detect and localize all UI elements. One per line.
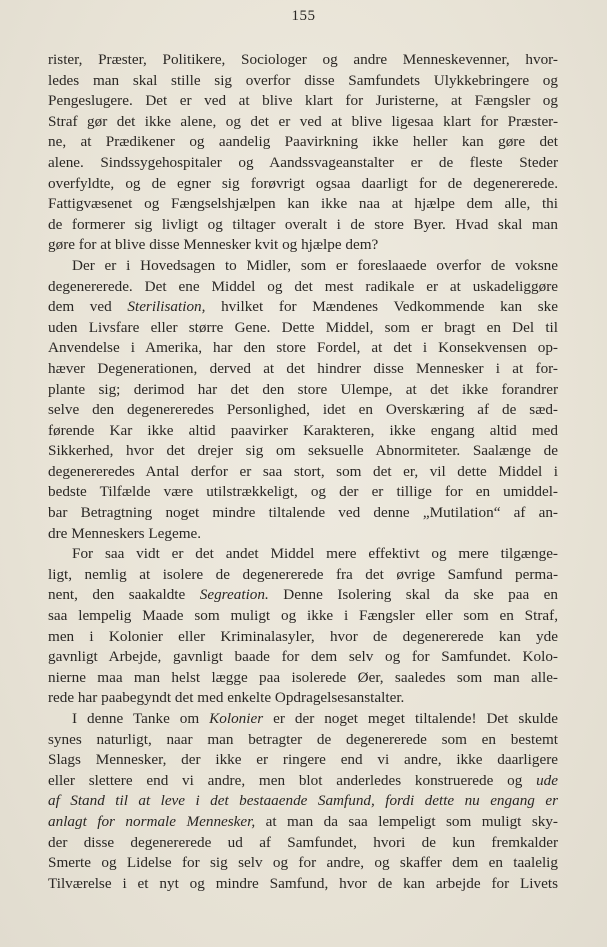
text-line: nierne maa man helst lægge paa isolerede Øer, saaledes som man alle- [48,668,558,686]
text-line: ligt, nemlig at isolere de degenererede fra det øvrige Samfund perma- [48,565,558,583]
text-line: dre Menneskers Legeme. [48,524,202,542]
text-line: nent, den saakaldte Segreation. Denne Isolering skal da ske paa en [48,586,558,604]
text-line: uden Livsfare eller større Gene. Dette Middel, som er bragt en Del til [48,318,558,336]
text-line: Tilværelse i et nyt og mindre Samfund, hvor de kan arbejde for Livets [48,874,558,892]
text-line: de formerer sig livligt og tiltager overalt i de store Byer. Hvad skal man [48,215,558,233]
text-line: Der er i Hovedsagen to Midler, som er foreslaaede overfor de voksne [72,256,558,274]
text-line: I denne Tanke om Kolonier er der noget meget tiltalende! Det skulde [72,710,558,727]
text-line: rede har paabegyndt det med enkelte Opdragelsesanstalter. [48,689,405,707]
text-line: anlagt for normale Mennesker, at man da saa lempeligt som muligt sky- [48,812,558,830]
text-line: gavnligt Arbejde, gavnligt baade for dem selv og for Samfundet. Kolo- [48,648,558,666]
text-line: førende Kar ikke altid paavirker Karakteren, ikke engang altid med [48,421,558,439]
text-line: plante sig; derimod har det den store Ulempe, at det ikke forandrer [48,380,558,398]
text-line: hæver Degenerationen, derved at det hindrer disse Mennesker i at for- [48,359,558,377]
text-line: degenereredes Antal derfor er saa stort, som det er, vil dette Middel i [48,462,558,480]
text-line: bedste Tilfælde være utilstrækkeligt, og der er tillige for en umiddel- [48,483,558,501]
text-line: degenererede. Det ene Middel og det mest radikale er at uskadeliggøre [48,277,558,295]
text-line: der disse degenererede ud af Samfundet, hvori de kun fremkalder [48,833,558,851]
text-line: synes naturligt, naar man betragter de degenererede som en bestemt [48,730,558,748]
text-line: Anvendelse i Amerika, har den store Fordel, at det i Konsekvensen op- [48,339,558,357]
text-line: eller slettere end vi andre, men blot anderledes konstruerede og ude [48,771,558,789]
text-line: ne, at Prædikener og aandelig Paavirkning ikke heller kan gøre det [48,133,558,151]
text-line: gøre for at blive disse Mennesker kvit og hjælpe dem? [48,236,379,254]
text-line: Slags Mennesker, der ikke er ringere end vi andre, ikke daarligere [48,751,558,769]
text-line: af Stand til at leve i det bestaaende Samfund, fordi dette nu engang er [48,792,558,810]
text-line: alene. Sindssygehospitaler og Aandssvageanstalter er de fleste Steder [48,153,558,171]
text-line: rister, Præster, Politikere, Sociologer og andre Menneskevenner, hvor- [48,51,558,68]
text-line: Straf gør det ikke alene, og det er ved at blive ligesaa klart for Præster- [48,112,558,130]
text-line: Sikkerhed, hvor det drejer sig om seksuelle Abnormiteter. Saalænge de [48,442,558,460]
text-line: dem ved Sterilisation, hvilket for Mændenes Vedkommende kan ske [48,298,559,316]
text-line: selve den degenereredes Personlighed, idet en Overskæring af de sæd- [48,401,558,419]
text-line: Fattigvæsenet og Fængselshjælpen kan ikke naa at hjælpe dem alle, thi [48,195,558,213]
text-line: saa lempelig Maade som muligt og ikke i Fængsler eller som en Straf, [48,607,558,625]
text-line: men i Kolonier eller Kriminalasyler, hvor de degenererede kan yde [48,627,558,645]
text-line: Pengeslugere. Det er ved at blive klart for Juristerne, at Fængsler og [48,92,558,110]
text-line: overfyldte, og de egner sig forøvrigt ogsaa daarligt for de degenererede. [48,174,558,192]
text-line: For saa vidt er det andet Middel mere effektivt og mere tilgænge- [72,545,558,563]
text-line: bar Betragtning noget mindre tiltalende ved denne „Mutilation“ af an- [48,504,558,522]
page-number: 155 [291,8,316,24]
text-line: ledes man skal stille sig overfor disse Samfundets Ulykkebringere og [48,71,558,89]
text-line: Smerte og Lidelse for sig selv og for andre, og skaffer dem en taalelig [48,854,558,872]
body-text [48,50,558,894]
